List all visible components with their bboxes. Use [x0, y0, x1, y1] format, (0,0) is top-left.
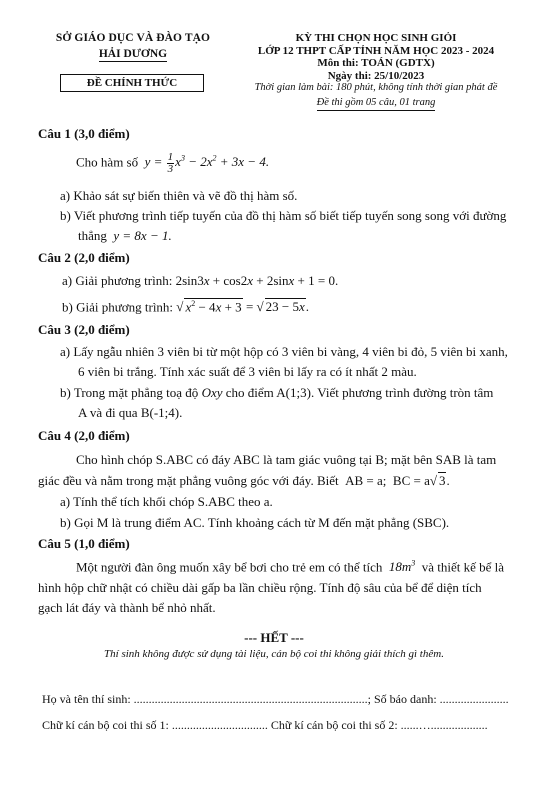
official-exam-label: ĐỀ CHÍNH THỨC [60, 74, 204, 92]
department-name: SỞ GIÁO DỤC VÀ ĐÀO TẠO [55, 32, 211, 44]
function-formula: y = $\frac{1}{3}$ $x^3 - 2x^2 + 3x - 4$. [141, 151, 270, 175]
question-3b-line1 [60, 385, 493, 401]
question-5-line1-pre: Một người đàn ông muốn xây bể bơi cho trẻ em có thể tích [76, 559, 383, 575]
given-lengths: AB = a; BC = a√ 3. [341, 473, 450, 488]
question-2-title: Câu 2 (2,0 điểm) [38, 250, 130, 265]
volume-value: $18m^3$ [385, 559, 416, 575]
question-2b [62, 298, 309, 315]
proctor-signature-line: Chữ kí cán bộ coi thi số 1: ................................ Chữ kí cán bộ coi thi số 2: ......…................... [42, 718, 488, 732]
question-5-line1-post: và thiết kế bể là [421, 559, 505, 575]
fraction-one-third: $\frac{1}{3}$ [167, 151, 174, 175]
question-5-line3: gạch lát đáy và thành bể nhỏ nhất. [38, 600, 216, 615]
question-3b-post: cho điểm A(1;3). Viết phương trình đường tròn tâm [225, 385, 494, 400]
question-1-intro [76, 152, 269, 175]
question-4a: a) Tính thể tích khối chóp S.ABC theo a. [60, 494, 273, 509]
question-4-line2-text: giác đều và nằm trong mặt phẳng vuông góc với đáy. Biết [38, 473, 339, 488]
exam-duration: Thời gian làm bài: 180 phút, không tính thời gian phát đề [254, 82, 498, 94]
question-1-intro-text: Cho hàm số [76, 154, 139, 170]
exam-title: KỲ THI CHỌN HỌC SINH GIỎI [295, 32, 457, 44]
question-5-line1 [76, 559, 504, 575]
province-name: HẢI DƯƠNG [98, 48, 168, 60]
question-4b: b) Gọi M là trung điểm AC. Tính khoảng cách từ M đến mặt phẳng (SBC). [60, 515, 450, 530]
equation-2a: 2sin3x + cos2x + 2sinx + 1 = 0. [175, 273, 339, 288]
question-3a-line1: a) Lấy ngẫu nhiên 3 viên bi từ một hộp có 3 viên bi vàng, 4 viên bi đỏ, 5 viên bi xanh, [60, 344, 508, 359]
question-2b-text: b) Giải phương trình: [62, 299, 174, 315]
equation-2b: √ $x^2 - 4x + 3$ = √ 23 − 5x. [176, 299, 310, 315]
exam-date: Ngày thi: 25/10/2023 [327, 69, 425, 82]
line-equation: y = 8x − 1. [110, 228, 172, 243]
question-4-line2 [38, 472, 450, 489]
end-marker: --- HẾT --- [244, 630, 304, 645]
exam-subject: Môn thi: TOÁN (GDTX) [317, 57, 435, 70]
question-3b-line2: A và đi qua B(-1;4). [78, 405, 183, 420]
question-1b-line2 [78, 228, 172, 244]
question-5-line2: hình hộp chữ nhật có chiều dài gấp ba lần chiều rộng. Tính độ sâu của bể để diện tích [38, 580, 482, 595]
question-2a-text: a) Giải phương trình: [62, 273, 173, 288]
header-left [28, 32, 238, 62]
header-right [228, 32, 524, 111]
question-1a: a) Khảo sát sự biến thiên và vẽ đồ thị hàm số. [60, 188, 298, 203]
candidate-info-line: Họ và tên thí sinh: ..............................................................................; Số báo danh: ....................... [42, 692, 509, 706]
question-2a [62, 273, 338, 289]
question-4-title: Câu 4 (2,0 điểm) [38, 428, 130, 443]
exam-pages: Đề thi gồm 05 câu, 01 trang [317, 97, 436, 111]
question-3b-pre: b) Trong mặt phẳng toạ độ [60, 385, 199, 400]
question-4-line1: Cho hình chóp S.ABC có đáy ABC là tam giác vuông tại B; mặt bên SAB là tam [76, 452, 497, 467]
coordinate-system-label: Oxy [201, 385, 223, 400]
question-1b-line2-text: thẳng [78, 228, 107, 243]
exam-grade: LỚP 12 THPT CẤP TỈNH NĂM HỌC 2023 - 2024 [257, 44, 495, 57]
question-3a-line2: 6 viên bi trắng. Tính xác suất để 3 viên bi lấy ra có ít nhất 2 màu. [78, 364, 417, 379]
question-1-title: Câu 1 (3,0 điểm) [38, 126, 130, 141]
question-5-title: Câu 5 (1,0 điểm) [38, 536, 130, 551]
candidate-note: Thí sinh không được sử dụng tài liệu, cán bộ coi thi không giải thích gì thêm. [104, 648, 444, 660]
question-3-title: Câu 3 (2,0 điểm) [38, 322, 130, 337]
question-1b-line1: b) Viết phương trình tiếp tuyến của đồ thị hàm số biết tiếp tuyến song song với đường [60, 208, 507, 223]
